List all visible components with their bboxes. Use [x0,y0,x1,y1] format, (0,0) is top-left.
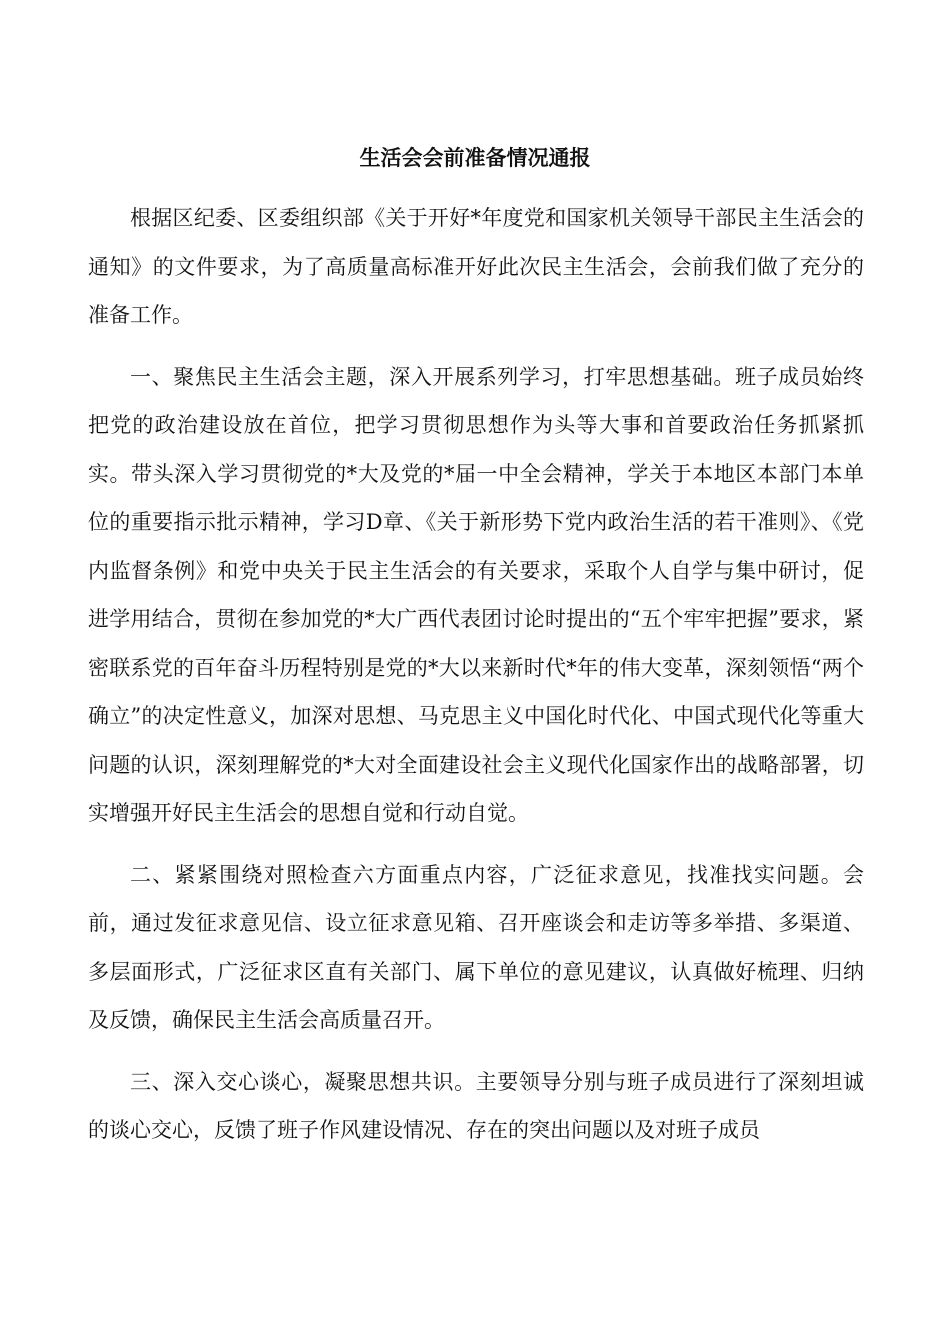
document-body [88,194,864,1155]
document-title: 生活会会前准备情况通报 [359,145,591,170]
paragraph-section-1: 一、聚焦民主生活会主题，深入开展系列学习，打牢思想基础。班子成员始终把党的政治建设放在首位，把学习贯彻思想作为头等大事和首要政治任务抓紧抓实。带头深入学习贯彻党的*大及党的*届一中全会精神，学关于本地区本部门本单位的重要指示批示精神，学习D章、《关于新形势下党内政治生活的若干准则》、《党内监督条例》和党中央关于民主生活会的有关要求，采取个人自学与集中研讨，促进学用结合，贯彻在参加党的*大广西代表团讨论时提出的“五个牢牢把握”要求，紧密联系党的百年奋斗历程特别是党的*大以来新时代*年的伟大变革，深刻领悟“两个确立”的决定性意义，加深对思想、马克思主义中国化时代化、中国式现代化等重大问题的认识，深刻理解党的*大对全面建设社会主义现代化国家作出的战略部署，切实增强开好民主生活会的思想自觉和行动自觉。 [88,364,864,825]
paragraph-intro: 根据区纪委、区委组织部《关于开好*年度党和国家机关领导干部民主生活会的通知》的文件要求，为了高质量高标准开好此次民主生活会，会前我们做了充分的准备工作。 [88,206,864,327]
paragraph-section-3: 三、深入交心谈心，凝聚思想共识。主要领导分别与班子成员进行了深刻坦诚的谈心交心，反馈了班子作风建设情况、存在的突出问题以及对班子成员 [88,1069,864,1142]
paragraph-section-2: 二、紧紧围绕对照检查六方面重点内容，广泛征求意见，找准找实问题。会前，通过发征求意见信、设立征求意见箱、召开座谈会和走访等多举措、多渠道、多层面形式，广泛征求区直有关部门、属下单位的意见建议，认真做好梳理、归纳及反馈，确保民主生活会高质量召开。 [88,862,864,1032]
